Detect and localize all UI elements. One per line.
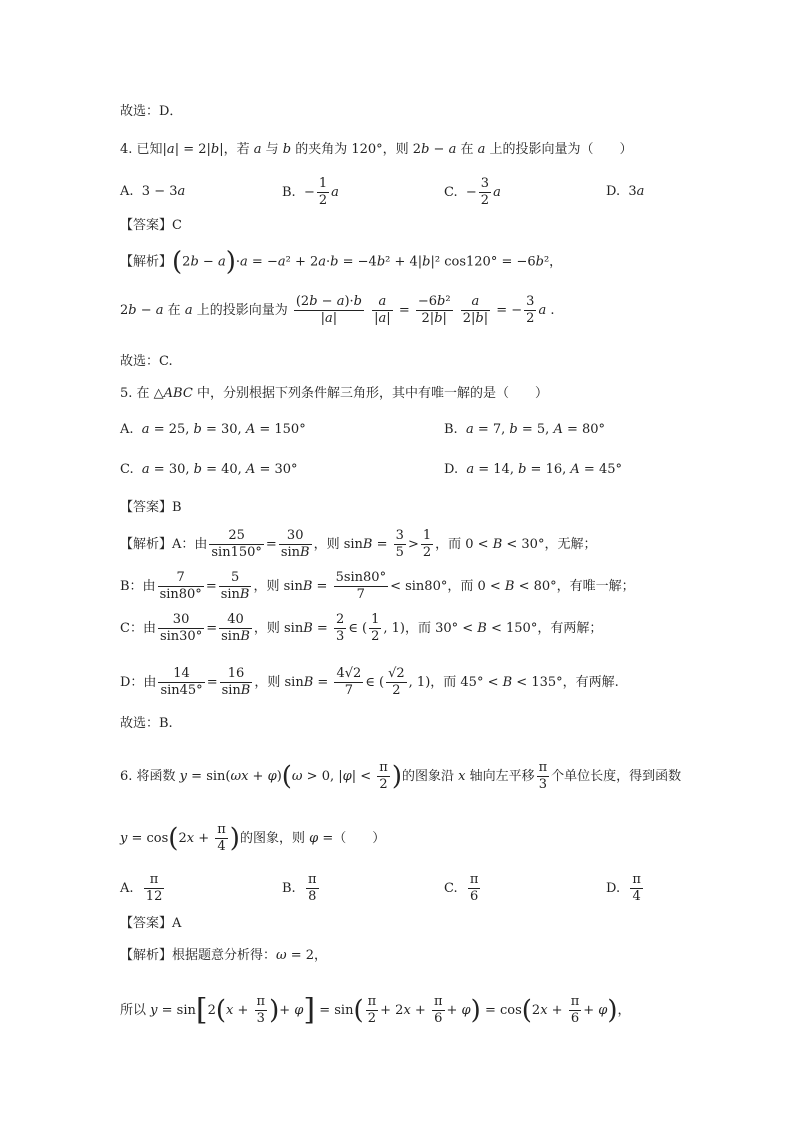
q5-option-a: A. a = 25, b = 30, A = 150° bbox=[120, 422, 306, 437]
q5-option-d: D. a = 14, b = 16, A = 45° bbox=[444, 462, 622, 477]
q4-answer: 【答案】C bbox=[120, 218, 182, 233]
q6-answer: 【答案】A bbox=[120, 916, 182, 931]
q4-choice: 故选：C. bbox=[120, 354, 173, 369]
q4-analysis-1: 【解析】(2b − a)·a = −a² + 2a·b = −4b² + 4|b|² cos120° = −6b²， bbox=[120, 247, 563, 277]
q6-option-b: B. $\frac{\pi}{8}$ bbox=[282, 872, 317, 904]
q6-option-a: A. $\frac{\pi}{12}$ bbox=[120, 872, 163, 904]
q6-option-d: D. $\frac{\pi}{4}$ bbox=[606, 872, 641, 904]
q5-analysis-a: 【解析】A：由 $\frac{25}{\sin 150^\circ}$ = $\frac{30}{\sin B}$ ，则 sinB = $\frac{3}{5}$ > $\frac{1}{2}$ ，而 0 < B < 30°，无解； bbox=[120, 528, 597, 560]
q6-option-c: C. $\frac{\pi}{6}$ bbox=[444, 872, 479, 904]
q4-analysis-2: 2b − a 在 a 上的投影向量为 $\frac{(2b - a)\cdot b}{|a|}$ $\frac{a}{|a|}$ = $\frac{\text{−6b²}}{2|b|}$ $\frac{a}{2|b|}$ = − $\frac{3}{2}$ a . bbox=[120, 294, 555, 326]
q6-analysis-1: 【解析】根据题意分析得：ω = 2， bbox=[120, 948, 328, 963]
q4-stem: 4. 已知|a| = 2|b|，若 a 与 b 的夹角为 120°，则 2b − a 在 a 上的投影向量为（ ） bbox=[120, 142, 633, 157]
q6-stem-2: y = cos(2x + $\frac{\pi}{4}$ )的图象，则 φ =（ ） bbox=[120, 822, 386, 854]
q5-analysis-d: D：由 $\frac{14}{\sin 45^\circ}$ = $\frac{16}{\sin B}$ ，则 sinB = $\frac{4√2}{7}$ ∈ ( $\frac{√2}{2}$ , 1)，而 45° < B < 135°，有两解. bbox=[120, 666, 619, 698]
q5-analysis-c: C：由 $\frac{30}{\sin 30^\circ}$ = $\frac{40}{\sin B}$ ，则 sinB = $\frac{2}{3}$ ∈ ( $\frac{1}{2}$ , 1)，而 30° < B < 150°，有两解； bbox=[120, 612, 603, 644]
q5-analysis-b: B：由 $\frac{7}{\sin 80^\circ}$ = $\frac{5}{\sin B}$ ，则 sinB = $\frac{5\sin 80^\circ}{7}$ < sin80°，而 0 < B < 80°，有唯一解； bbox=[120, 570, 635, 602]
q5-option-c: C. a = 30, b = 40, A = 30° bbox=[120, 462, 298, 477]
prev-choice: 故选：D． bbox=[120, 104, 183, 119]
q5-option-b: B. a = 7, b = 5, A = 80° bbox=[444, 422, 606, 437]
q5-stem: 5. 在 △ABC 中，分别根据下列条件解三角形，其中有唯一解的是（ ） bbox=[120, 386, 548, 401]
q4-option-a: A. 3 − 3a bbox=[120, 184, 186, 199]
q6-analysis-2: 所以 y = sin[2(x + $\frac{\pi}{3}$ )+ φ] = sin( $\frac{\pi}{2}$ + 2x + $\frac{\pi}{6}$ + φ) = cos(2x + $\frac{\pi}{6}$ + φ)， bbox=[120, 992, 631, 1028]
q4-option-d: D. 3a bbox=[606, 184, 645, 199]
q4-option-b: B. − $\frac{1}{2}$ a bbox=[282, 176, 339, 208]
q4-option-c: C. − $\frac{3}{2}$ a bbox=[444, 176, 501, 208]
q6-stem-1: 6. 将函数 y = sin(ωx + φ)(ω > 0, |φ| < $\frac{\pi}{2}$ )的图象沿 x 轴向左平移 $\frac{\pi}{3}$ 个单位长度，得到函数 bbox=[120, 760, 682, 792]
q5-choice: 故选：B. bbox=[120, 716, 173, 731]
q5-answer: 【答案】B bbox=[120, 500, 182, 515]
